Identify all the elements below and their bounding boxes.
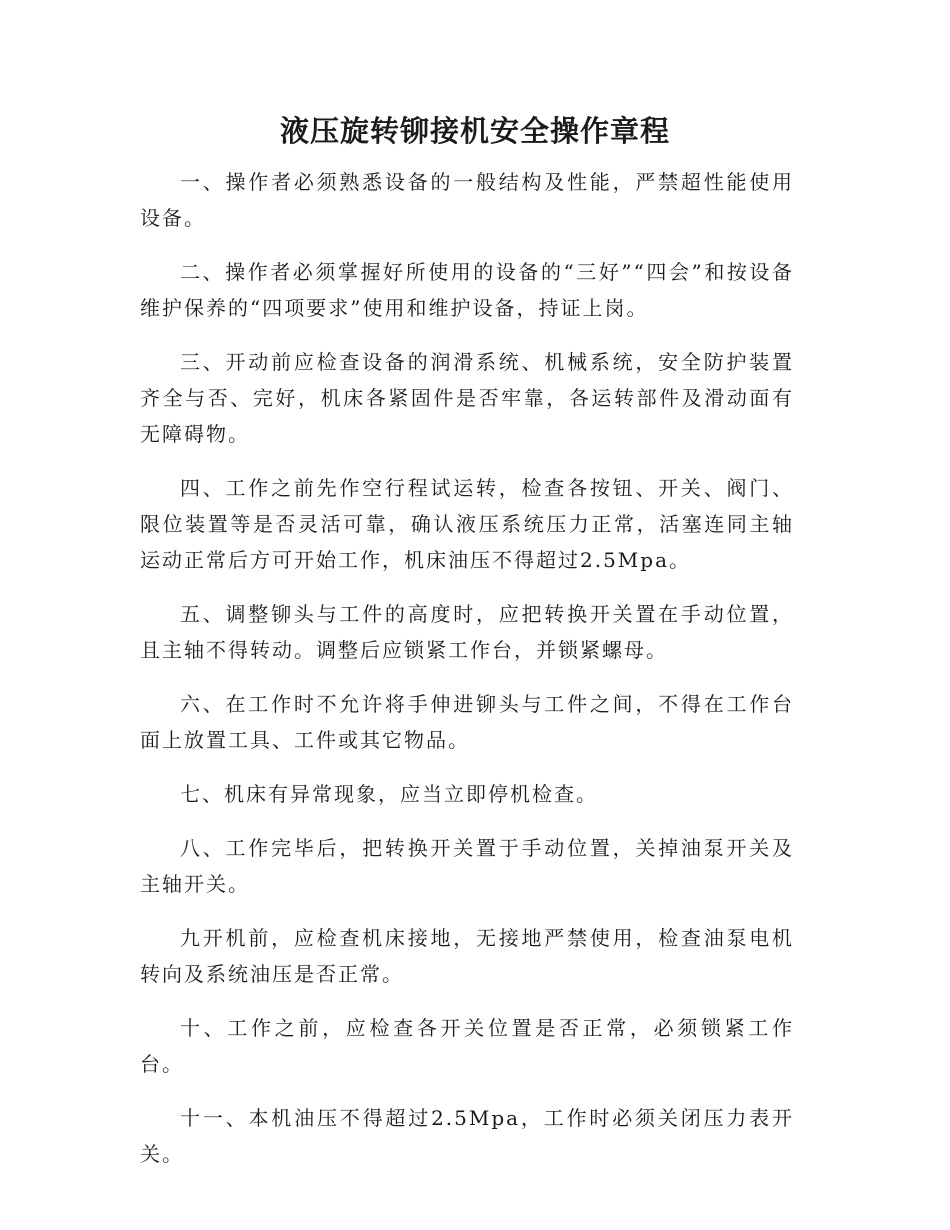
paragraph-5: 五、调整铆头与工件的高度时，应把转换开关置在手动位置，且主轴不得转动。调整后应锁紧工作台，并锁紧螺母。 xyxy=(140,602,794,662)
paragraph-3: 三、开动前应检查设备的润滑系统、机械系统，安全防护装置齐全与否、完好，机床各紧固件是否牢靠，各运转部件及滑动面有无障碍物。 xyxy=(140,350,794,446)
paragraph-4: 四、工作之前先作空行程试运转，检查各按钮、开关、阀门、限位装置等是否灵活可靠，确认液压系统压力正常，活塞连同主轴运动正常后方可开始工作，机床油压不得超过2.5Mpa。 xyxy=(140,476,794,572)
paragraph-1: 一、操作者必须熟悉设备的一般结构及性能，严禁超性能使用设备。 xyxy=(140,170,794,230)
paragraph-9: 九开机前，应检查机床接地，无接地严禁使用，检查油泵电机转向及系统油压是否正常。 xyxy=(140,926,794,986)
document-body xyxy=(140,164,794,1190)
paragraph-10: 十、工作之前，应检查各开关位置是否正常，必须锁紧工作台。 xyxy=(140,1016,794,1076)
paragraph-8: 八、工作完毕后，把转换开关置于手动位置，关掉油泵开关及主轴开关。 xyxy=(140,836,794,896)
paragraph-7: 七、机床有异常现象，应当立即停机检查。 xyxy=(180,782,598,806)
paragraph-11: 十一、本机油压不得超过2.5Mpa，工作时必须关闭压力表开关。 xyxy=(140,1106,794,1166)
paragraph-2: 二、操作者必须掌握好所使用的设备的“三好”“四会”和按设备维护保养的“四项要求”使用和维护设备，持证上岗。 xyxy=(140,260,794,320)
paragraph-6: 六、在工作时不允许将手伸进铆头与工件之间，不得在工作台面上放置工具、工件或其它物品。 xyxy=(140,692,794,752)
document-title: 液压旋转铆接机安全操作章程 xyxy=(279,114,670,148)
